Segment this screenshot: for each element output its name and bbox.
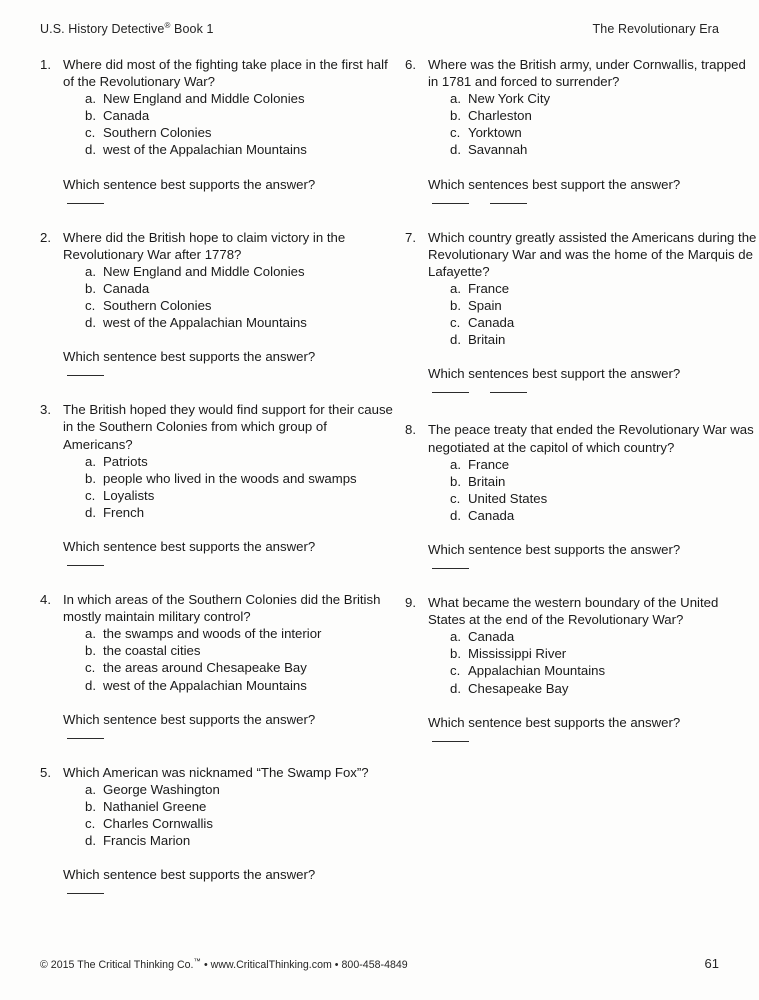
answer-option[interactable] [450, 124, 759, 141]
option-letter: c. [450, 490, 461, 506]
option-text: Savannah [468, 142, 528, 158]
option-text: Yorktown [468, 125, 522, 141]
page-number: 61 [704, 956, 719, 971]
question-spacer [38, 566, 394, 591]
support-prompt: Which sentence best supports the answer? [428, 541, 681, 557]
question-number: 8. [405, 422, 416, 438]
option-text: Southern Colonies [103, 125, 212, 141]
question-body [428, 229, 759, 394]
question-spacer [38, 204, 394, 229]
option-text: New England and Middle Colonies [103, 263, 305, 279]
question-body [428, 594, 759, 742]
answer-blank-group [63, 365, 394, 376]
option-letter: d. [450, 332, 461, 348]
option-text: Charleston [468, 108, 532, 124]
question-number: 6. [405, 57, 416, 72]
option-text: Canada [468, 315, 515, 331]
option-text: Chesapeake Bay [468, 680, 569, 696]
option-letter: c. [450, 663, 461, 679]
question-number: 9. [405, 595, 416, 611]
option-letter: b. [450, 646, 461, 662]
option-letter: a. [450, 91, 461, 107]
answer-option[interactable] [450, 645, 759, 662]
option-letter: c. [450, 315, 461, 331]
answer-options [428, 628, 759, 696]
option-text: New York City [468, 91, 551, 107]
answer-option[interactable] [450, 456, 759, 473]
question-block [403, 421, 759, 569]
option-text: Mississippi River [468, 646, 567, 662]
answer-blank-group [63, 555, 394, 566]
option-letter: b. [85, 798, 96, 814]
answer-blank-group [63, 728, 394, 739]
option-letter: d. [85, 833, 96, 849]
option-letter: c. [450, 125, 461, 141]
option-text: French [103, 504, 145, 520]
question-body [63, 591, 394, 739]
option-letter: a. [450, 280, 461, 296]
option-letter: d. [450, 142, 461, 158]
column-left [38, 56, 394, 940]
answer-blank-group [428, 193, 759, 204]
option-text: United States [468, 490, 548, 506]
answer-option[interactable] [450, 314, 759, 331]
page-footer [40, 956, 719, 972]
footer-contact-text: • www.CriticalThinking.com • 800-458-4849 [201, 959, 408, 971]
question-block [38, 764, 394, 895]
option-text: Southern Colonies [103, 298, 212, 314]
answer-option[interactable] [450, 297, 759, 314]
question-spacer [403, 204, 759, 229]
option-text: Britain [468, 473, 506, 489]
answer-option[interactable] [450, 490, 759, 507]
answer-blank-line[interactable] [67, 893, 104, 894]
question-block [403, 229, 759, 394]
support-prompt: Which sentence best supports the answer? [63, 711, 316, 727]
answer-blank-group [63, 193, 394, 204]
option-text: the swamps and woods of the interior [103, 626, 322, 642]
question-number: 5. [40, 764, 51, 780]
option-text: France [468, 280, 510, 296]
question-body [63, 229, 394, 377]
answer-option[interactable] [450, 107, 759, 124]
answer-option[interactable] [450, 680, 759, 697]
question-block [38, 591, 394, 739]
option-text: Spain [468, 298, 502, 314]
option-text: George Washington [103, 781, 220, 797]
question-block [38, 229, 394, 377]
option-text: west of the Appalachian Mountains [103, 142, 307, 158]
answer-blank-group [63, 883, 394, 894]
option-letter: b. [85, 470, 96, 486]
support-prompt: Which sentence best supports the answer? [63, 867, 316, 883]
question-number: 7. [405, 229, 416, 245]
option-text: people who lived in the woods and swamps [103, 470, 357, 486]
option-letter: b. [85, 643, 96, 659]
question-text: The peace treaty that ended the Revolutionary War was negotiated at the capitol of which country? [428, 422, 754, 455]
option-letter: d. [450, 680, 461, 696]
question-text: In which areas of the Southern Colonies did the British mostly maintain military control? [63, 592, 381, 625]
answer-option[interactable] [450, 507, 759, 524]
footer-copyright [40, 956, 408, 971]
option-letter: a. [85, 91, 96, 107]
question-text: Where was the British army, under Cornwallis, trapped in 1781 and forced to surrender? [428, 57, 746, 90]
question-number: 2. [40, 229, 51, 245]
option-letter: b. [450, 298, 461, 314]
support-prompt: Which sentence best supports the answer? [428, 714, 681, 730]
option-text: Nathaniel Greene [103, 798, 207, 814]
question-text: The British hoped they would find support for their cause in the Southern Colonies from which group of Americans? [63, 402, 393, 452]
option-text: west of the Appalachian Mountains [103, 677, 307, 693]
answer-option[interactable] [450, 473, 759, 490]
answer-option[interactable] [450, 90, 759, 107]
answer-option[interactable] [85, 297, 394, 314]
question-body [63, 401, 394, 566]
support-prompt: Which sentence best supports the answer? [63, 176, 316, 192]
question-number: 1. [40, 57, 51, 72]
answer-option[interactable] [85, 487, 394, 504]
answer-option[interactable] [85, 798, 394, 815]
answer-blank-group [428, 558, 759, 569]
option-letter: a. [85, 453, 96, 469]
question-spacer [403, 569, 759, 594]
answer-option[interactable] [85, 107, 394, 124]
answer-blank-line[interactable] [490, 203, 527, 204]
support-prompt: Which sentences best support the answer? [428, 176, 681, 192]
answer-blank-line[interactable] [490, 392, 527, 393]
option-text: France [468, 456, 510, 472]
question-text: Which country greatly assisted the Americans during the Revolutionary War and was the home of the Marquis de Lafayette? [428, 229, 757, 279]
option-letter: c. [85, 298, 96, 314]
answer-option[interactable] [85, 124, 394, 141]
answer-options [428, 280, 759, 348]
option-text: west of the Appalachian Mountains [103, 315, 307, 331]
question-text: Where did the British hope to claim victory in the Revolutionary War after 1778? [63, 229, 346, 262]
header-unit-title: The Revolutionary Era [592, 22, 719, 36]
answer-option[interactable] [85, 642, 394, 659]
page-header [40, 22, 719, 40]
answer-blank-line[interactable] [432, 568, 469, 569]
support-prompt: Which sentence best supports the answer? [63, 538, 316, 554]
option-text: the areas around Chesapeake Bay [103, 660, 307, 676]
option-letter: b. [85, 280, 96, 296]
option-letter: d. [85, 315, 96, 331]
answer-option[interactable] [85, 453, 394, 470]
header-book-title [40, 22, 214, 36]
option-letter: b. [450, 108, 461, 124]
question-body [63, 56, 394, 204]
option-text: Canada [468, 507, 515, 523]
answer-option[interactable] [85, 677, 394, 694]
answer-options [63, 90, 394, 158]
option-letter: a. [85, 626, 96, 642]
option-text: Appalachian Mountains [468, 663, 606, 679]
option-letter: a. [450, 629, 461, 645]
option-text: Patriots [103, 453, 148, 469]
option-letter: d. [85, 504, 96, 520]
option-text: Francis Marion [103, 833, 191, 849]
answer-blank-line[interactable] [67, 738, 104, 739]
question-body [428, 56, 759, 204]
trademark-icon: ™ [193, 956, 202, 966]
question-spacer [403, 742, 759, 767]
answer-blank-line[interactable] [432, 741, 469, 742]
answer-options [63, 625, 394, 693]
answer-options [63, 453, 394, 521]
option-text: Canada [103, 108, 150, 124]
option-text: Canada [468, 629, 515, 645]
answer-option[interactable] [450, 662, 759, 679]
answer-options [63, 263, 394, 331]
header-book-title-text: U.S. History Detective [40, 22, 165, 36]
registered-trademark-icon: ® [164, 20, 171, 30]
question-spacer [403, 393, 759, 421]
option-letter: c. [85, 487, 96, 503]
option-letter: b. [85, 108, 96, 124]
answer-option[interactable] [85, 781, 394, 798]
option-letter: c. [85, 816, 96, 831]
answer-blank-line[interactable] [67, 375, 104, 376]
answer-options [428, 456, 759, 524]
option-letter: c. [85, 125, 96, 141]
header-book-number: Book 1 [170, 22, 214, 36]
question-block [38, 56, 394, 204]
answer-option[interactable] [450, 331, 759, 348]
answer-blank-group [428, 731, 759, 742]
question-block [38, 401, 394, 566]
answer-blank-line[interactable] [432, 203, 469, 204]
answer-option[interactable] [450, 280, 759, 297]
footer-copyright-text: © 2015 The Critical Thinking Co. [40, 959, 194, 971]
option-letter: d. [85, 677, 96, 693]
question-spacer [38, 894, 394, 919]
option-letter: a. [450, 456, 461, 472]
answer-option[interactable] [450, 141, 759, 158]
question-block [403, 594, 759, 742]
question-number: 4. [40, 592, 51, 608]
question-spacer [38, 376, 394, 401]
option-letter: b. [450, 473, 461, 489]
answer-option[interactable] [85, 832, 394, 849]
answer-option[interactable] [85, 815, 394, 832]
question-body [428, 421, 759, 569]
answer-option[interactable] [85, 141, 394, 158]
option-letter: d. [450, 507, 461, 523]
option-text: Britain [468, 332, 506, 348]
answer-option[interactable] [85, 90, 394, 107]
option-letter: a. [85, 781, 96, 797]
option-text: New England and Middle Colonies [103, 91, 305, 107]
question-text: Which American was nicknamed “The Swamp Fox”? [63, 764, 369, 780]
question-columns [38, 56, 757, 940]
option-text: Loyalists [103, 487, 155, 503]
answer-option[interactable] [85, 280, 394, 297]
option-letter: c. [85, 660, 96, 676]
option-letter: a. [85, 263, 96, 279]
support-prompt: Which sentences best support the answer? [428, 366, 681, 382]
answer-options [428, 90, 759, 158]
answer-options [63, 781, 394, 849]
question-spacer [38, 739, 394, 764]
support-prompt: Which sentence best supports the answer? [63, 349, 316, 365]
answer-blank-line[interactable] [67, 203, 104, 204]
answer-blank-line[interactable] [67, 565, 104, 566]
answer-option[interactable] [85, 470, 394, 487]
column-right [403, 56, 759, 940]
question-text: Where did most of the fighting take place in the first half of the Revolutionary War? [63, 57, 388, 90]
answer-option[interactable] [85, 659, 394, 676]
answer-blank-group [428, 382, 759, 393]
answer-blank-line[interactable] [432, 392, 469, 393]
option-text: the coastal cities [103, 643, 201, 659]
question-text: What became the western boundary of the United States at the end of the Revolutionary War? [428, 595, 719, 628]
question-block [403, 56, 759, 204]
question-number: 3. [40, 402, 51, 418]
answer-option[interactable] [85, 504, 394, 521]
option-letter: d. [85, 142, 96, 158]
answer-option[interactable] [85, 314, 394, 331]
answer-option[interactable] [85, 625, 394, 642]
option-text: Canada [103, 280, 150, 296]
option-text: Charles Cornwallis [103, 816, 213, 831]
question-body [63, 764, 394, 895]
answer-option[interactable] [450, 628, 759, 645]
answer-option[interactable] [85, 263, 394, 280]
